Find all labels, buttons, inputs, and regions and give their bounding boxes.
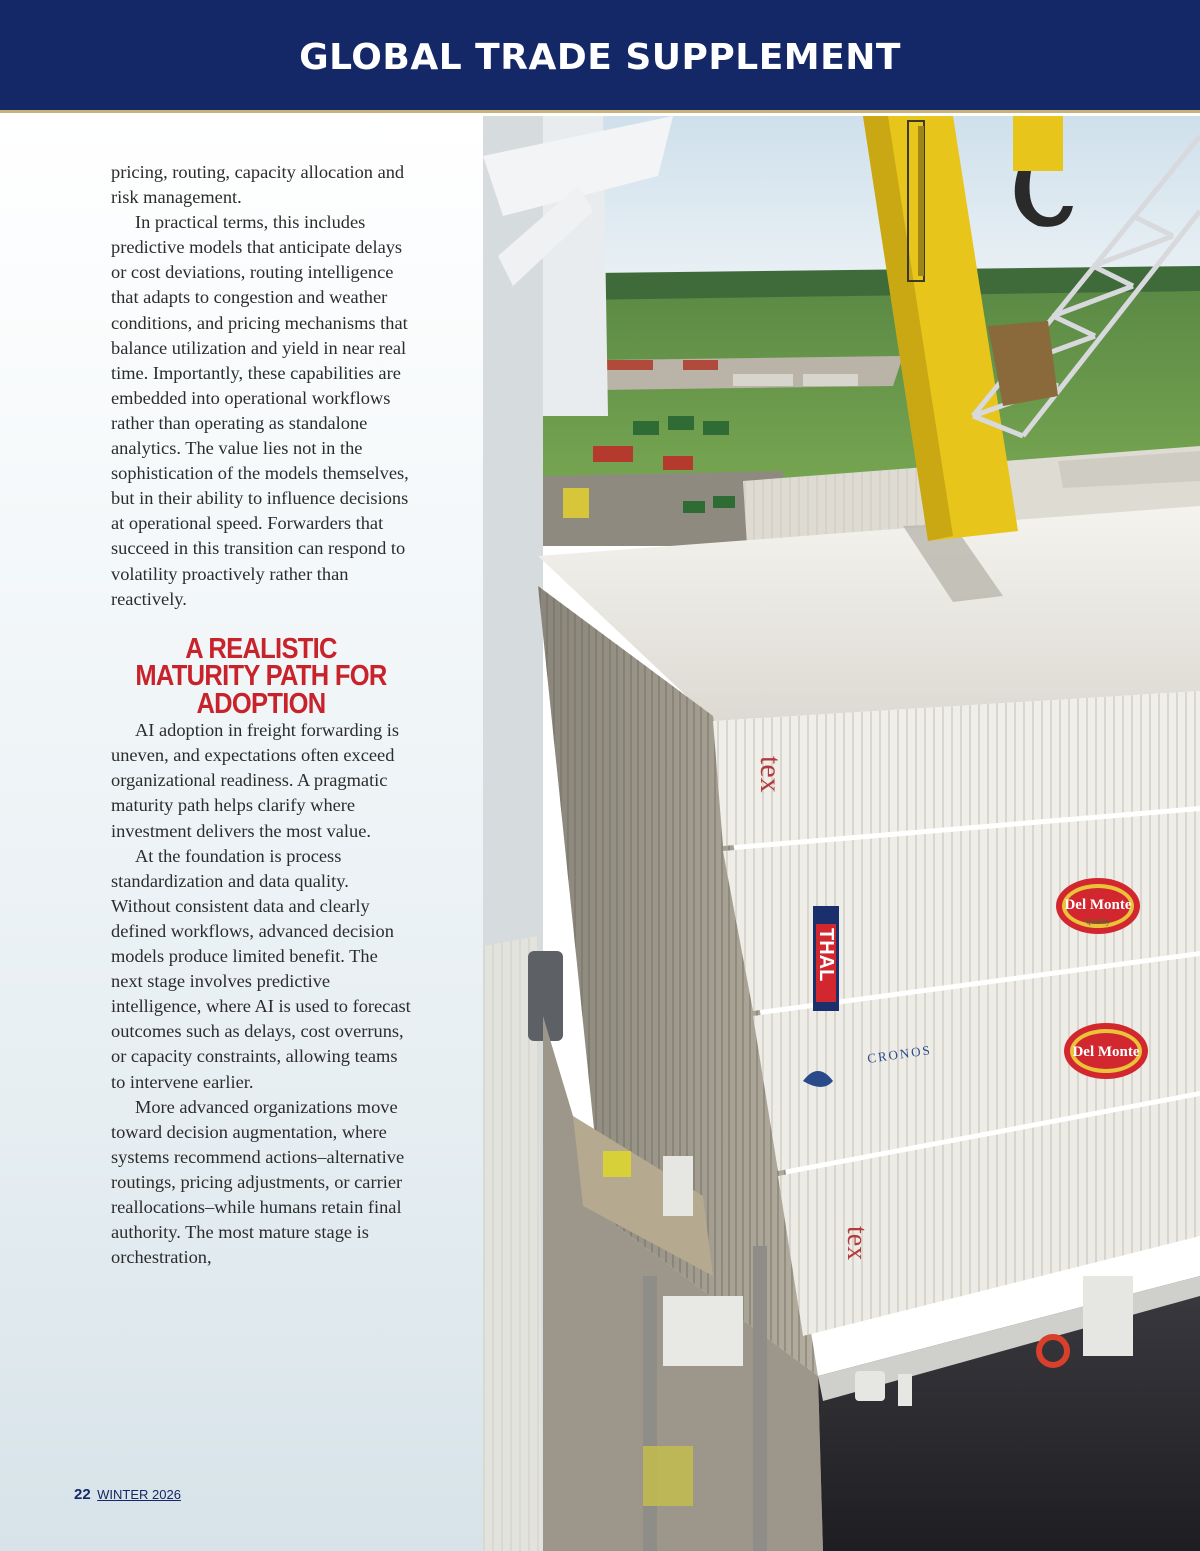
- page-folio: [74, 1486, 181, 1504]
- article-paragraph: AI adoption in freight forwarding is uneven, and expectations often exceed organizational readiness. A pragmatic maturity path helps clarify where investment delivers the most value.: [111, 720, 400, 841]
- container-ship-photo: [483, 116, 1200, 1551]
- banner-title: GLOBAL TRADE SUPPLEMENT: [299, 36, 901, 78]
- container-label-tex: tex: [754, 756, 787, 793]
- container-label-thal: THAL: [815, 928, 837, 982]
- article-paragraph: pricing, routing, capacity allocation and risk management.: [111, 162, 405, 208]
- delmonte-logo-upper: [1056, 878, 1140, 934]
- thal-logo: [813, 906, 839, 1011]
- delmonte-logo-lower: [1064, 1023, 1148, 1079]
- page-number: 22: [74, 1486, 91, 1503]
- photo-illustration: [483, 116, 1200, 1551]
- issue-label: WINTER 2026: [97, 1487, 181, 1502]
- container-label-cronos: CRONOS: [866, 1042, 933, 1066]
- container-label-delmonte: Del Monte: [1064, 897, 1132, 913]
- container-label-tex-2: tex: [841, 1226, 872, 1261]
- supplement-banner: [0, 0, 1200, 113]
- article-body: [111, 160, 411, 1270]
- article-paragraph: More advanced organizations move toward decision augmentation, where systems recommend actions–alternative routings, pricing adjustments, or carrier reallocations–while humans retain final authority. The most mature stage is orchestration,: [111, 1096, 405, 1268]
- article-paragraph: At the foundation is process standardization and data quality. Without consistent data and clearly defined workflows, advanced decision models produce limited benefit. The next stage involves predictive intelligence, where AI is used to forecast outcomes such as delays, cost overruns, or capacity constraints, allowing teams to intervene earlier.: [111, 845, 411, 1092]
- container-label-quality: Quality: [1086, 917, 1110, 926]
- container-label-delmonte-2: Del Monte: [1072, 1044, 1140, 1060]
- article-paragraph: In practical terms, this includes predictive models that anticipate delays or cost deviations, routing intelligence that adapts to congestion and weather conditions, and pricing mechanisms that balance utilization and yield in near real time. Importantly, these capabilities are embedded into operational workflows rather than operating as standalone analytics. The value lies not in the sophistication of the models themselves, but in their ability to influence decisions at operational speed. Forwarders that succeed in this transition can respond to volatility proactively rather than reactively.: [111, 212, 409, 609]
- section-heading: A REALISTIC MATURITY PATH FOR ADOPTION: [135, 632, 387, 720]
